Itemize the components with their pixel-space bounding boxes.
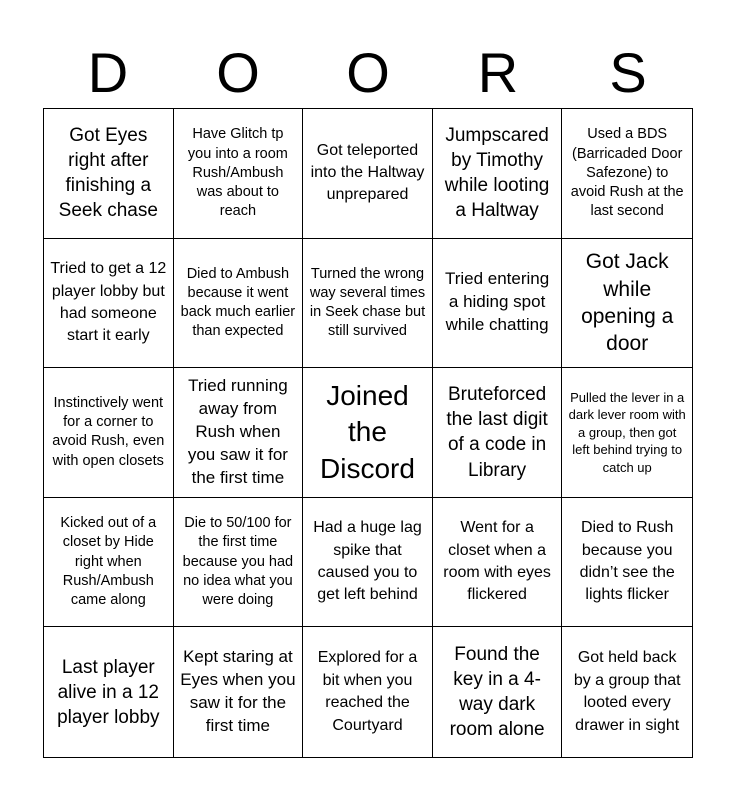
header-letter-d: D [87,41,129,104]
bingo-cell-r4c2[interactable]: Die to 50/100 for the first time because you had no idea what you were doing [174,498,304,628]
bingo-cell-r2c5[interactable]: Got Jack while opening a door [562,239,692,369]
bingo-cell-r5c4[interactable]: Found the key in a 4-way dark room alone [433,627,563,757]
header-letter-s: S [609,41,647,104]
bingo-cell-r2c4[interactable]: Tried entering a hiding spot while chatting [433,239,563,369]
bingo-cell-r1c4[interactable]: Jumpscared by Timothy while looting a Haltway [433,109,563,239]
bingo-board [43,108,693,758]
bingo-cell-r4c4[interactable]: Went for a closet when a room with eyes flickered [433,498,563,628]
bingo-cell-r3c4[interactable]: Bruteforced the last digit of a code in Library [433,368,563,498]
bingo-cell-r4c1[interactable]: Kicked out of a closet by Hide right when Rush/Ambush came along [44,498,174,628]
bingo-cell-r5c5[interactable]: Got held back by a group that looted every drawer in sight [573,649,681,734]
bingo-cell-r3c5[interactable]: Pulled the lever in a dark lever room with a group, then got left behind trying to catch up [562,368,692,498]
bingo-cell-r3c1[interactable]: Instinctively went for a corner to avoid Rush, even with open closets [44,368,174,498]
bingo-cell-r4c3[interactable]: Had a huge lag spike that caused you to get left behind [303,498,433,628]
bingo-cell-r1c1[interactable]: Got Eyes right after finishing a Seek chase [44,109,174,239]
header-letter-o-2: O [346,41,390,104]
bingo-cell-free[interactable]: Joined the Discord [303,368,433,498]
bingo-cell-r1c5[interactable]: Used a BDS (Barricaded Door Safezone) to avoid Rush at the last second [562,109,692,239]
bingo-cell-r1c3[interactable]: Got teleported into the Haltway unprepared [303,109,433,239]
bingo-cell-r2c2[interactable]: Died to Ambush because it went back much earlier than expected [174,239,304,369]
header-letter-o: O [216,41,260,104]
bingo-cell-r2c3[interactable]: Turned the wrong way several times in Seek chase but still survived [303,239,433,369]
bingo-cell-r1c2[interactable]: Have Glitch tp you into a room Rush/Ambush was about to reach [174,109,304,239]
bingo-cell-r5c1[interactable]: Last player alive in a 12 player lobby [44,627,174,757]
bingo-cell-r4c5[interactable]: Died to Rush because you didn’t see the lights flicker [562,498,692,628]
bingo-cell-r5c2[interactable]: Kept staring at Eyes when you saw it for the first time [174,627,304,757]
bingo-header [43,38,693,108]
bingo-cell-r3c2[interactable]: Tried running away from Rush when you saw it for the first time [174,368,304,498]
bingo-cell-r2c1[interactable]: Tried to get a 12 player lobby but had someone start it early [44,239,174,369]
header-letter-r: R [477,41,519,104]
bingo-cell-r5c3[interactable]: Explored for a bit when you reached the Courtyard [303,627,433,757]
